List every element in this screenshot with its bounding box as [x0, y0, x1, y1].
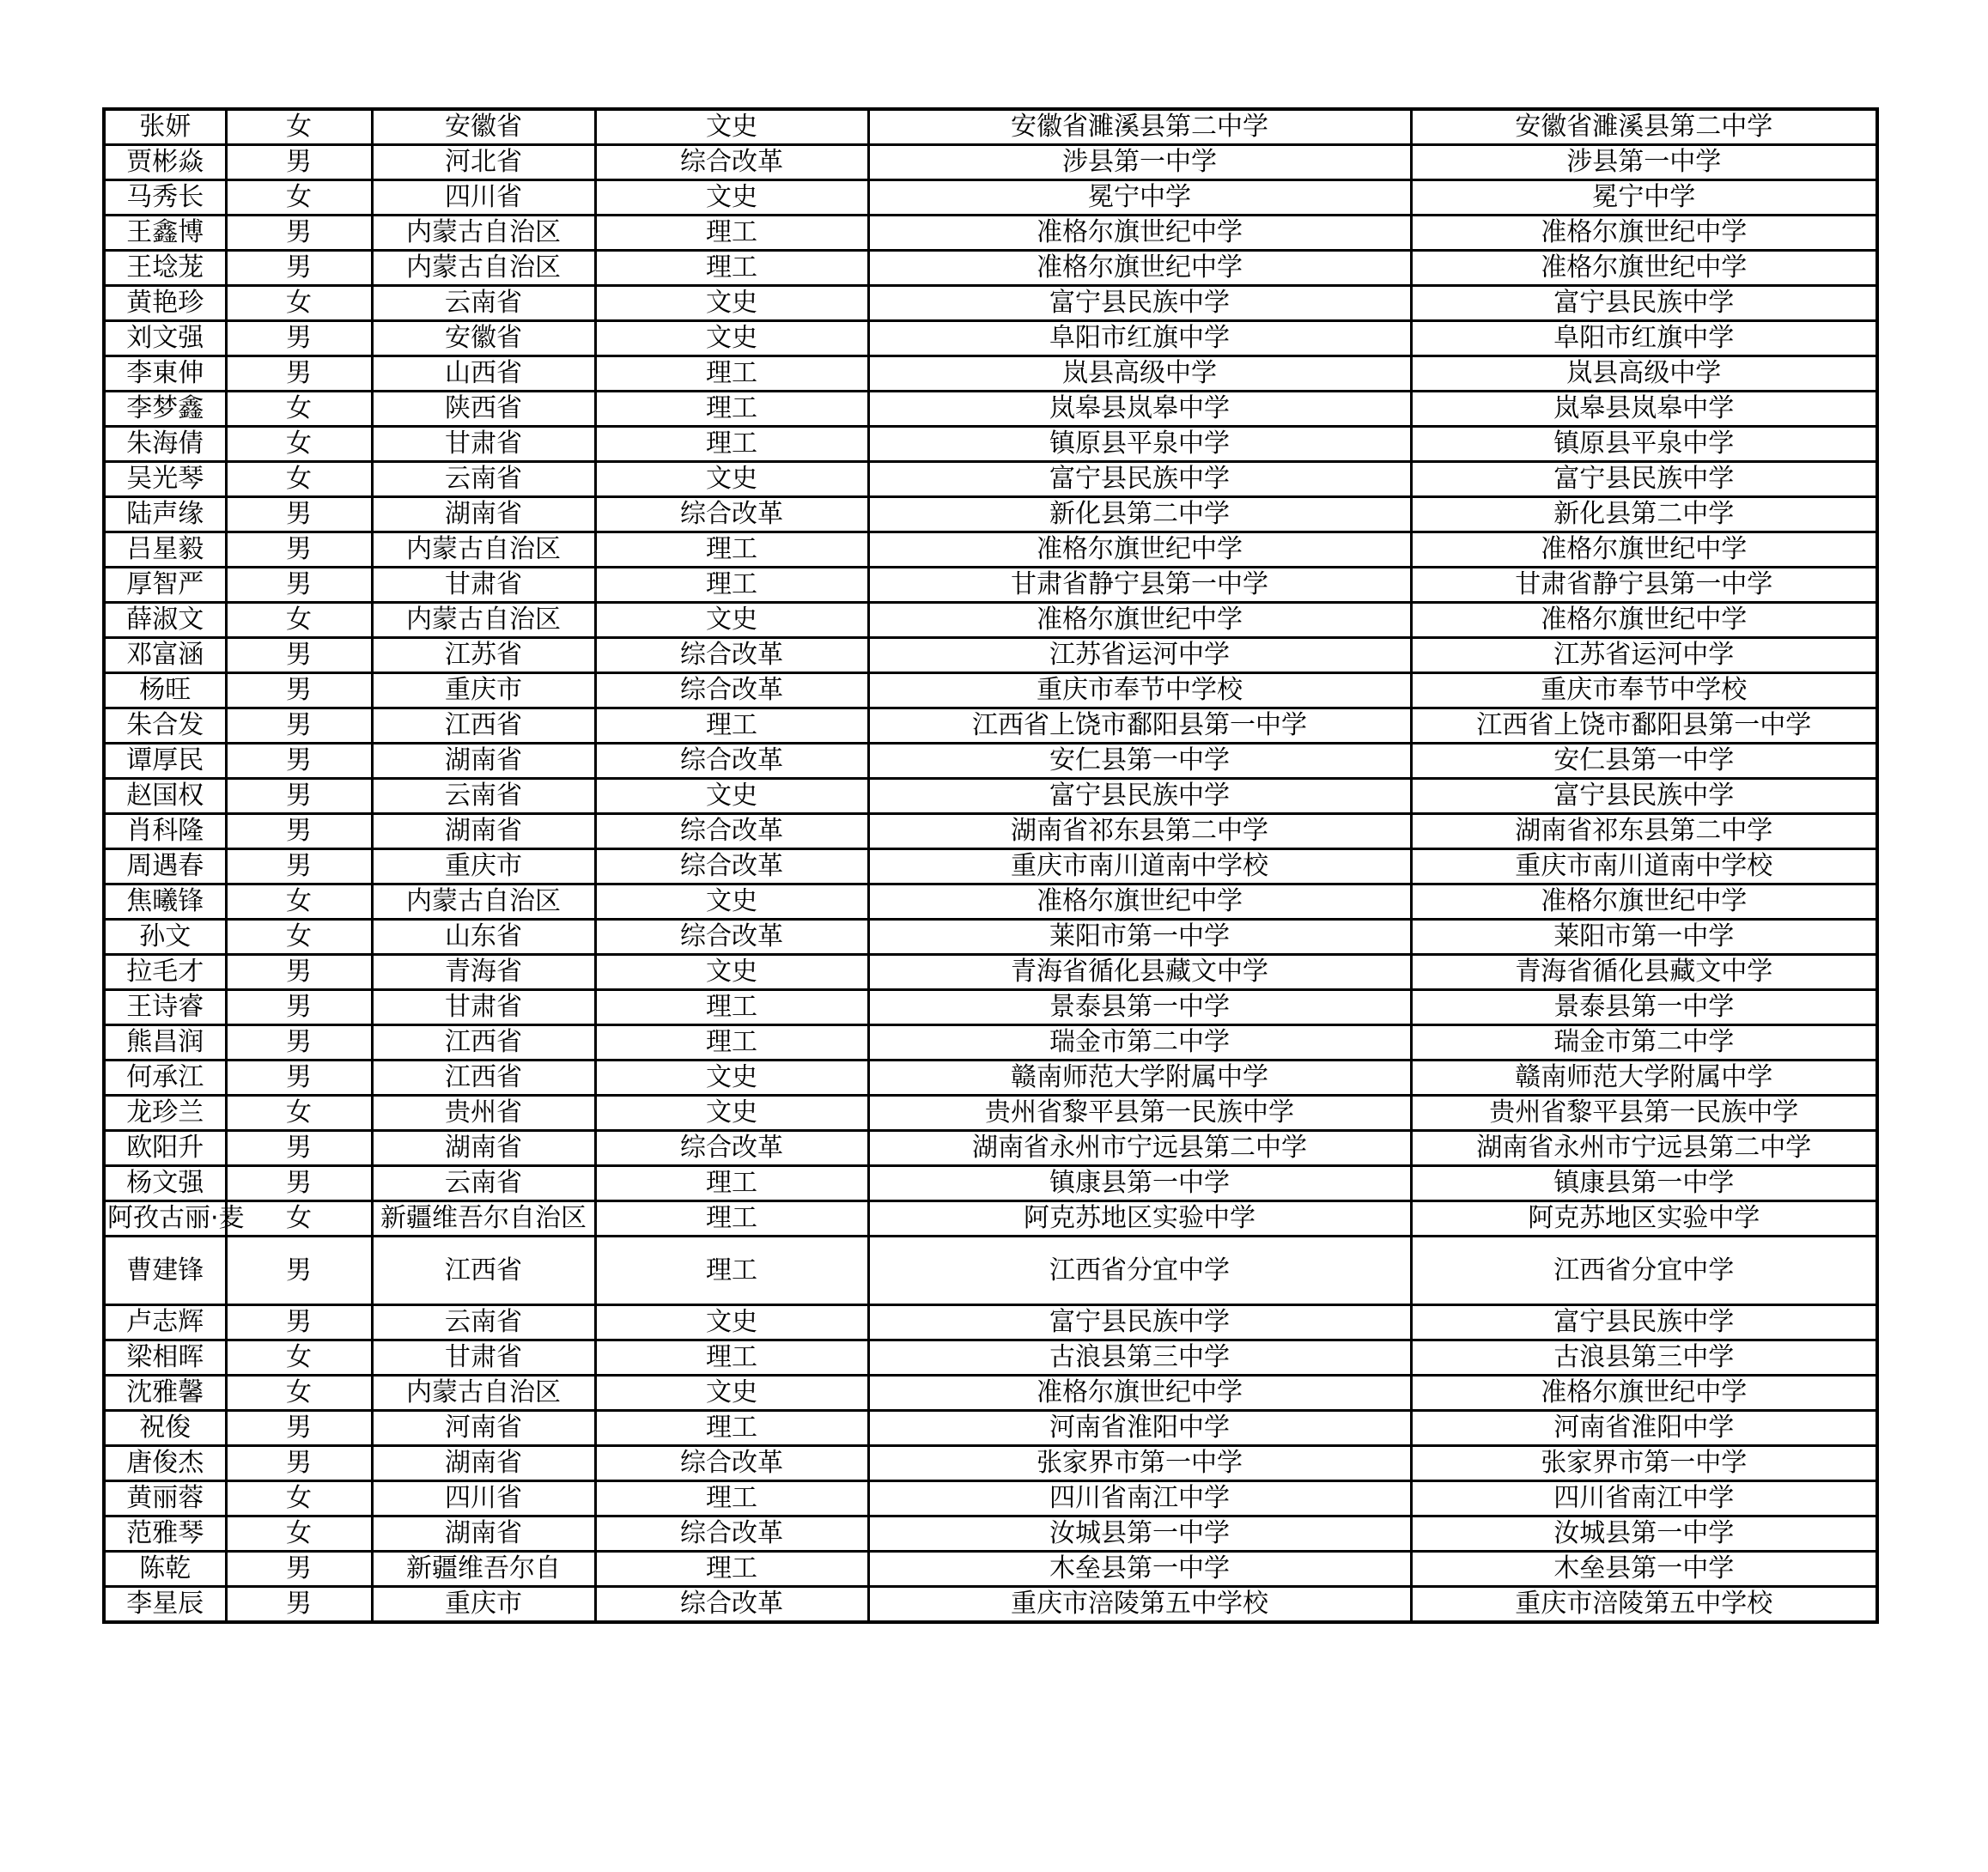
name-cell: 周遇春: [104, 849, 226, 884]
category-cell: 文史: [595, 955, 868, 990]
school-cell-2: 岚皋县岚皋中学: [1411, 392, 1877, 427]
category-cell: 综合改革: [595, 145, 868, 180]
name-cell: 王诗睿: [104, 990, 226, 1025]
school-cell: 莱阳市第一中学: [868, 920, 1411, 955]
gender-cell: 男: [226, 955, 372, 990]
school-cell: 准格尔旗世纪中学: [868, 884, 1411, 920]
category-cell: 理工: [595, 356, 868, 392]
school-cell: 富宁县民族中学: [868, 286, 1411, 321]
category-cell: 理工: [595, 1481, 868, 1516]
school-cell: 准格尔旗世纪中学: [868, 1376, 1411, 1411]
table-row: [104, 1237, 1877, 1305]
category-cell: 文史: [595, 884, 868, 920]
school-cell: 青海省循化县藏文中学: [868, 955, 1411, 990]
school-cell: 四川省南江中学: [868, 1481, 1411, 1516]
category-cell: 综合改革: [595, 744, 868, 779]
name-cell: 阿孜古丽·麦: [104, 1201, 226, 1237]
gender-cell: 女: [226, 1096, 372, 1131]
gender-cell: 女: [226, 286, 372, 321]
school-cell-2: 江苏省运河中学: [1411, 638, 1877, 673]
table-row: [104, 603, 1877, 638]
gender-cell: 男: [226, 673, 372, 708]
name-cell: 曹建锋: [104, 1237, 226, 1305]
category-cell: 文史: [595, 779, 868, 814]
school-cell-2: 莱阳市第一中学: [1411, 920, 1877, 955]
province-cell: 湖南省: [372, 814, 595, 849]
category-cell: 理工: [595, 427, 868, 462]
school-cell: 江苏省运河中学: [868, 638, 1411, 673]
school-cell: 江西省分宜中学: [868, 1237, 1411, 1305]
school-cell: 镇原县平泉中学: [868, 427, 1411, 462]
name-cell: 龙珍兰: [104, 1096, 226, 1131]
category-cell: 理工: [595, 1025, 868, 1061]
name-cell: 卢志辉: [104, 1305, 226, 1340]
school-cell: 重庆市南川道南中学校: [868, 849, 1411, 884]
name-cell: 范雅琴: [104, 1516, 226, 1552]
name-cell: 吕星毅: [104, 532, 226, 568]
school-cell: 江西省上饶市鄱阳县第一中学: [868, 708, 1411, 744]
school-cell-2: 安仁县第一中学: [1411, 744, 1877, 779]
school-cell: 准格尔旗世纪中学: [868, 603, 1411, 638]
table-row: [104, 744, 1877, 779]
school-cell: 岚皋县岚皋中学: [868, 392, 1411, 427]
category-cell: 理工: [595, 1411, 868, 1446]
name-cell: 孙文: [104, 920, 226, 955]
name-cell: 李梦鑫: [104, 392, 226, 427]
school-cell-2: 湖南省祁东县第二中学: [1411, 814, 1877, 849]
school-cell-2: 重庆市奉节中学校: [1411, 673, 1877, 708]
gender-cell: 女: [226, 392, 372, 427]
school-cell: 瑞金市第二中学: [868, 1025, 1411, 1061]
gender-cell: 男: [226, 532, 372, 568]
table-row: [104, 849, 1877, 884]
province-cell: 云南省: [372, 779, 595, 814]
province-cell: 安徽省: [372, 321, 595, 356]
school-cell: 贵州省黎平县第一民族中学: [868, 1096, 1411, 1131]
category-cell: 理工: [595, 990, 868, 1025]
name-cell: 赵国权: [104, 779, 226, 814]
province-cell: 甘肃省: [372, 427, 595, 462]
province-cell: 内蒙古自治区: [372, 1376, 595, 1411]
gender-cell: 男: [226, 1552, 372, 1587]
table-row: [104, 1166, 1877, 1201]
name-cell: 黄丽蓉: [104, 1481, 226, 1516]
province-cell: 云南省: [372, 1305, 595, 1340]
province-cell: 湖南省: [372, 1131, 595, 1166]
school-cell-2: 古浪县第三中学: [1411, 1340, 1877, 1376]
province-cell: 重庆市: [372, 1587, 595, 1623]
category-cell: 综合改革: [595, 814, 868, 849]
school-cell: 准格尔旗世纪中学: [868, 532, 1411, 568]
school-cell: 涉县第一中学: [868, 145, 1411, 180]
table-row: [104, 145, 1877, 180]
category-cell: 综合改革: [595, 497, 868, 532]
name-cell: 朱海倩: [104, 427, 226, 462]
name-cell: 陆声缘: [104, 497, 226, 532]
school-cell-2: 重庆市南川道南中学校: [1411, 849, 1877, 884]
name-cell: 王埝茏: [104, 251, 226, 286]
school-cell: 镇康县第一中学: [868, 1166, 1411, 1201]
gender-cell: 男: [226, 216, 372, 251]
school-cell: 甘肃省静宁县第一中学: [868, 568, 1411, 603]
name-cell: 陈乾: [104, 1552, 226, 1587]
gender-cell: 男: [226, 145, 372, 180]
name-cell: 薛淑文: [104, 603, 226, 638]
gender-cell: 女: [226, 109, 372, 145]
school-cell: 湖南省祁东县第二中学: [868, 814, 1411, 849]
category-cell: 文史: [595, 603, 868, 638]
province-cell: 江西省: [372, 708, 595, 744]
table-row: [104, 568, 1877, 603]
gender-cell: 女: [226, 884, 372, 920]
school-cell-2: 江西省分宜中学: [1411, 1237, 1877, 1305]
name-cell: 黄艳珍: [104, 286, 226, 321]
table-row: [104, 779, 1877, 814]
school-cell: 木垒县第一中学: [868, 1552, 1411, 1587]
category-cell: 理工: [595, 1237, 868, 1305]
gender-cell: 女: [226, 1201, 372, 1237]
school-cell-2: 阿克苏地区实验中学: [1411, 1201, 1877, 1237]
school-cell: 张家界市第一中学: [868, 1446, 1411, 1481]
school-cell-2: 镇康县第一中学: [1411, 1166, 1877, 1201]
school-cell: 湖南省永州市宁远县第二中学: [868, 1131, 1411, 1166]
province-cell: 云南省: [372, 286, 595, 321]
school-cell-2: 准格尔旗世纪中学: [1411, 532, 1877, 568]
table-row: [104, 532, 1877, 568]
category-cell: 文史: [595, 286, 868, 321]
category-cell: 综合改革: [595, 1587, 868, 1623]
table-row: [104, 1305, 1877, 1340]
name-cell: 杨旺: [104, 673, 226, 708]
category-cell: 文史: [595, 1061, 868, 1096]
province-cell: 湖南省: [372, 1446, 595, 1481]
table-row: [104, 920, 1877, 955]
table-row: [104, 180, 1877, 216]
category-cell: 理工: [595, 532, 868, 568]
gender-cell: 女: [226, 603, 372, 638]
name-cell: 肖科隆: [104, 814, 226, 849]
table-row: [104, 638, 1877, 673]
school-cell-2: 准格尔旗世纪中学: [1411, 603, 1877, 638]
table-row: [104, 1516, 1877, 1552]
gender-cell: 男: [226, 1446, 372, 1481]
table-row: [104, 462, 1877, 497]
gender-cell: 男: [226, 1237, 372, 1305]
province-cell: 湖南省: [372, 1516, 595, 1552]
table-row: [104, 497, 1877, 532]
gender-cell: 男: [226, 1166, 372, 1201]
gender-cell: 女: [226, 1516, 372, 1552]
province-cell: 四川省: [372, 1481, 595, 1516]
school-cell: 河南省淮阳中学: [868, 1411, 1411, 1446]
province-cell: 内蒙古自治区: [372, 216, 595, 251]
gender-cell: 女: [226, 1481, 372, 1516]
category-cell: 综合改革: [595, 1516, 868, 1552]
table-row: [104, 990, 1877, 1025]
school-cell: 重庆市涪陵第五中学校: [868, 1587, 1411, 1623]
school-cell: 准格尔旗世纪中学: [868, 251, 1411, 286]
gender-cell: 男: [226, 321, 372, 356]
school-cell: 重庆市奉节中学校: [868, 673, 1411, 708]
school-cell-2: 准格尔旗世纪中学: [1411, 251, 1877, 286]
school-cell-2: 景泰县第一中学: [1411, 990, 1877, 1025]
gender-cell: 女: [226, 1376, 372, 1411]
table-row: [104, 884, 1877, 920]
category-cell: 文史: [595, 1305, 868, 1340]
school-cell-2: 镇原县平泉中学: [1411, 427, 1877, 462]
table-row: [104, 251, 1877, 286]
table-row: [104, 216, 1877, 251]
table-row: [104, 1096, 1877, 1131]
gender-cell: 男: [226, 1411, 372, 1446]
table-row: [104, 1446, 1877, 1481]
school-cell: 富宁县民族中学: [868, 462, 1411, 497]
province-cell: 陕西省: [372, 392, 595, 427]
name-cell: 祝俊: [104, 1411, 226, 1446]
category-cell: 理工: [595, 392, 868, 427]
name-cell: 杨文强: [104, 1166, 226, 1201]
name-cell: 欧阳升: [104, 1131, 226, 1166]
school-cell: 赣南师范大学附属中学: [868, 1061, 1411, 1096]
school-cell: 阿克苏地区实验中学: [868, 1201, 1411, 1237]
gender-cell: 女: [226, 462, 372, 497]
province-cell: 江苏省: [372, 638, 595, 673]
gender-cell: 男: [226, 568, 372, 603]
province-cell: 山东省: [372, 920, 595, 955]
gender-cell: 男: [226, 1025, 372, 1061]
gender-cell: 男: [226, 638, 372, 673]
category-cell: 文史: [595, 321, 868, 356]
category-cell: 文史: [595, 109, 868, 145]
province-cell: 内蒙古自治区: [372, 532, 595, 568]
school-cell-2: 青海省循化县藏文中学: [1411, 955, 1877, 990]
name-cell: 邓富涵: [104, 638, 226, 673]
student-roster-table: [102, 107, 1879, 1624]
school-cell-2: 赣南师范大学附属中学: [1411, 1061, 1877, 1096]
name-cell: 王鑫博: [104, 216, 226, 251]
table-row: [104, 321, 1877, 356]
table-row: [104, 1131, 1877, 1166]
province-cell: 湖南省: [372, 744, 595, 779]
name-cell: 拉毛才: [104, 955, 226, 990]
name-cell: 朱合发: [104, 708, 226, 744]
school-cell-2: 安徽省濉溪县第二中学: [1411, 109, 1877, 145]
province-cell: 山西省: [372, 356, 595, 392]
name-cell: 谭厚民: [104, 744, 226, 779]
province-cell: 新疆维吾尔自治区: [372, 1201, 595, 1237]
gender-cell: 男: [226, 708, 372, 744]
province-cell: 内蒙古自治区: [372, 884, 595, 920]
name-cell: 李東伸: [104, 356, 226, 392]
school-cell: 冕宁中学: [868, 180, 1411, 216]
school-cell-2: 准格尔旗世纪中学: [1411, 884, 1877, 920]
province-cell: 青海省: [372, 955, 595, 990]
gender-cell: 男: [226, 251, 372, 286]
name-cell: 吴光琴: [104, 462, 226, 497]
table-row: [104, 1340, 1877, 1376]
name-cell: 张妍: [104, 109, 226, 145]
table-row: [104, 814, 1877, 849]
name-cell: 马秀长: [104, 180, 226, 216]
gender-cell: 男: [226, 1587, 372, 1623]
school-cell-2: 河南省淮阳中学: [1411, 1411, 1877, 1446]
name-cell: 熊昌润: [104, 1025, 226, 1061]
school-cell: 新化县第二中学: [868, 497, 1411, 532]
category-cell: 文史: [595, 180, 868, 216]
school-cell-2: 木垒县第一中学: [1411, 1552, 1877, 1587]
gender-cell: 男: [226, 497, 372, 532]
gender-cell: 男: [226, 1305, 372, 1340]
table-row: [104, 708, 1877, 744]
gender-cell: 男: [226, 779, 372, 814]
province-cell: 江西省: [372, 1061, 595, 1096]
category-cell: 综合改革: [595, 920, 868, 955]
table-row: [104, 1201, 1877, 1237]
category-cell: 理工: [595, 1166, 868, 1201]
gender-cell: 女: [226, 920, 372, 955]
table-row: [104, 1376, 1877, 1411]
province-cell: 江西省: [372, 1025, 595, 1061]
school-cell: 岚县高级中学: [868, 356, 1411, 392]
name-cell: 唐俊杰: [104, 1446, 226, 1481]
table-row: [104, 1061, 1877, 1096]
name-cell: 厚智严: [104, 568, 226, 603]
table-row: [104, 1587, 1877, 1623]
name-cell: 李星辰: [104, 1587, 226, 1623]
province-cell: 贵州省: [372, 1096, 595, 1131]
province-cell: 河南省: [372, 1411, 595, 1446]
name-cell: 何承江: [104, 1061, 226, 1096]
school-cell-2: 富宁县民族中学: [1411, 462, 1877, 497]
school-cell-2: 准格尔旗世纪中学: [1411, 216, 1877, 251]
school-cell-2: 贵州省黎平县第一民族中学: [1411, 1096, 1877, 1131]
school-cell-2: 张家界市第一中学: [1411, 1446, 1877, 1481]
gender-cell: 男: [226, 1131, 372, 1166]
gender-cell: 女: [226, 180, 372, 216]
category-cell: 理工: [595, 568, 868, 603]
category-cell: 综合改革: [595, 849, 868, 884]
school-cell-2: 涉县第一中学: [1411, 145, 1877, 180]
gender-cell: 男: [226, 990, 372, 1025]
name-cell: 沈雅馨: [104, 1376, 226, 1411]
category-cell: 综合改革: [595, 638, 868, 673]
school-cell: 阜阳市红旗中学: [868, 321, 1411, 356]
table-row: [104, 392, 1877, 427]
category-cell: 文史: [595, 1376, 868, 1411]
name-cell: 梁相晖: [104, 1340, 226, 1376]
category-cell: 理工: [595, 708, 868, 744]
school-cell: 富宁县民族中学: [868, 1305, 1411, 1340]
category-cell: 理工: [595, 1552, 868, 1587]
category-cell: 理工: [595, 216, 868, 251]
table-row: [104, 1411, 1877, 1446]
table-row: [104, 286, 1877, 321]
school-cell-2: 四川省南江中学: [1411, 1481, 1877, 1516]
table-row: [104, 1481, 1877, 1516]
school-cell: 古浪县第三中学: [868, 1340, 1411, 1376]
province-cell: 河北省: [372, 145, 595, 180]
province-cell: 安徽省: [372, 109, 595, 145]
province-cell: 重庆市: [372, 673, 595, 708]
province-cell: 四川省: [372, 180, 595, 216]
school-cell-2: 冕宁中学: [1411, 180, 1877, 216]
category-cell: 理工: [595, 1201, 868, 1237]
school-cell: 准格尔旗世纪中学: [868, 216, 1411, 251]
gender-cell: 女: [226, 427, 372, 462]
school-cell: 富宁县民族中学: [868, 779, 1411, 814]
school-cell: 汝城县第一中学: [868, 1516, 1411, 1552]
name-cell: 焦曦锋: [104, 884, 226, 920]
province-cell: 云南省: [372, 462, 595, 497]
gender-cell: 男: [226, 1061, 372, 1096]
category-cell: 综合改革: [595, 1446, 868, 1481]
table-row: [104, 1025, 1877, 1061]
school-cell-2: 湖南省永州市宁远县第二中学: [1411, 1131, 1877, 1166]
name-cell: 贾彬焱: [104, 145, 226, 180]
province-cell: 内蒙古自治区: [372, 603, 595, 638]
school-cell-2: 准格尔旗世纪中学: [1411, 1376, 1877, 1411]
school-cell-2: 重庆市涪陵第五中学校: [1411, 1587, 1877, 1623]
province-cell: 江西省: [372, 1237, 595, 1305]
table-row: [104, 356, 1877, 392]
school-cell-2: 新化县第二中学: [1411, 497, 1877, 532]
province-cell: 甘肃省: [372, 1340, 595, 1376]
school-cell: 景泰县第一中学: [868, 990, 1411, 1025]
category-cell: 文史: [595, 1096, 868, 1131]
province-cell: 新疆维吾尔自: [372, 1552, 595, 1587]
table-row: [104, 955, 1877, 990]
table-row: [104, 109, 1877, 145]
table-row: [104, 673, 1877, 708]
province-cell: 内蒙古自治区: [372, 251, 595, 286]
school-cell-2: 汝城县第一中学: [1411, 1516, 1877, 1552]
school-cell-2: 江西省上饶市鄱阳县第一中学: [1411, 708, 1877, 744]
gender-cell: 男: [226, 814, 372, 849]
school-cell-2: 富宁县民族中学: [1411, 286, 1877, 321]
category-cell: 理工: [595, 251, 868, 286]
category-cell: 理工: [595, 1340, 868, 1376]
province-cell: 湖南省: [372, 497, 595, 532]
school-cell: 安徽省濉溪县第二中学: [868, 109, 1411, 145]
category-cell: 综合改革: [595, 673, 868, 708]
gender-cell: 男: [226, 356, 372, 392]
gender-cell: 男: [226, 849, 372, 884]
province-cell: 甘肃省: [372, 990, 595, 1025]
name-cell: 刘文强: [104, 321, 226, 356]
province-cell: 甘肃省: [372, 568, 595, 603]
province-cell: 重庆市: [372, 849, 595, 884]
school-cell-2: 富宁县民族中学: [1411, 779, 1877, 814]
roster-body: [104, 109, 1877, 1622]
gender-cell: 女: [226, 1340, 372, 1376]
table-row: [104, 1552, 1877, 1587]
school-cell-2: 瑞金市第二中学: [1411, 1025, 1877, 1061]
category-cell: 文史: [595, 462, 868, 497]
gender-cell: 男: [226, 744, 372, 779]
school-cell: 安仁县第一中学: [868, 744, 1411, 779]
province-cell: 云南省: [372, 1166, 595, 1201]
category-cell: 综合改革: [595, 1131, 868, 1166]
school-cell-2: 岚县高级中学: [1411, 356, 1877, 392]
table-row: [104, 427, 1877, 462]
school-cell-2: 阜阳市红旗中学: [1411, 321, 1877, 356]
school-cell-2: 富宁县民族中学: [1411, 1305, 1877, 1340]
school-cell-2: 甘肃省静宁县第一中学: [1411, 568, 1877, 603]
